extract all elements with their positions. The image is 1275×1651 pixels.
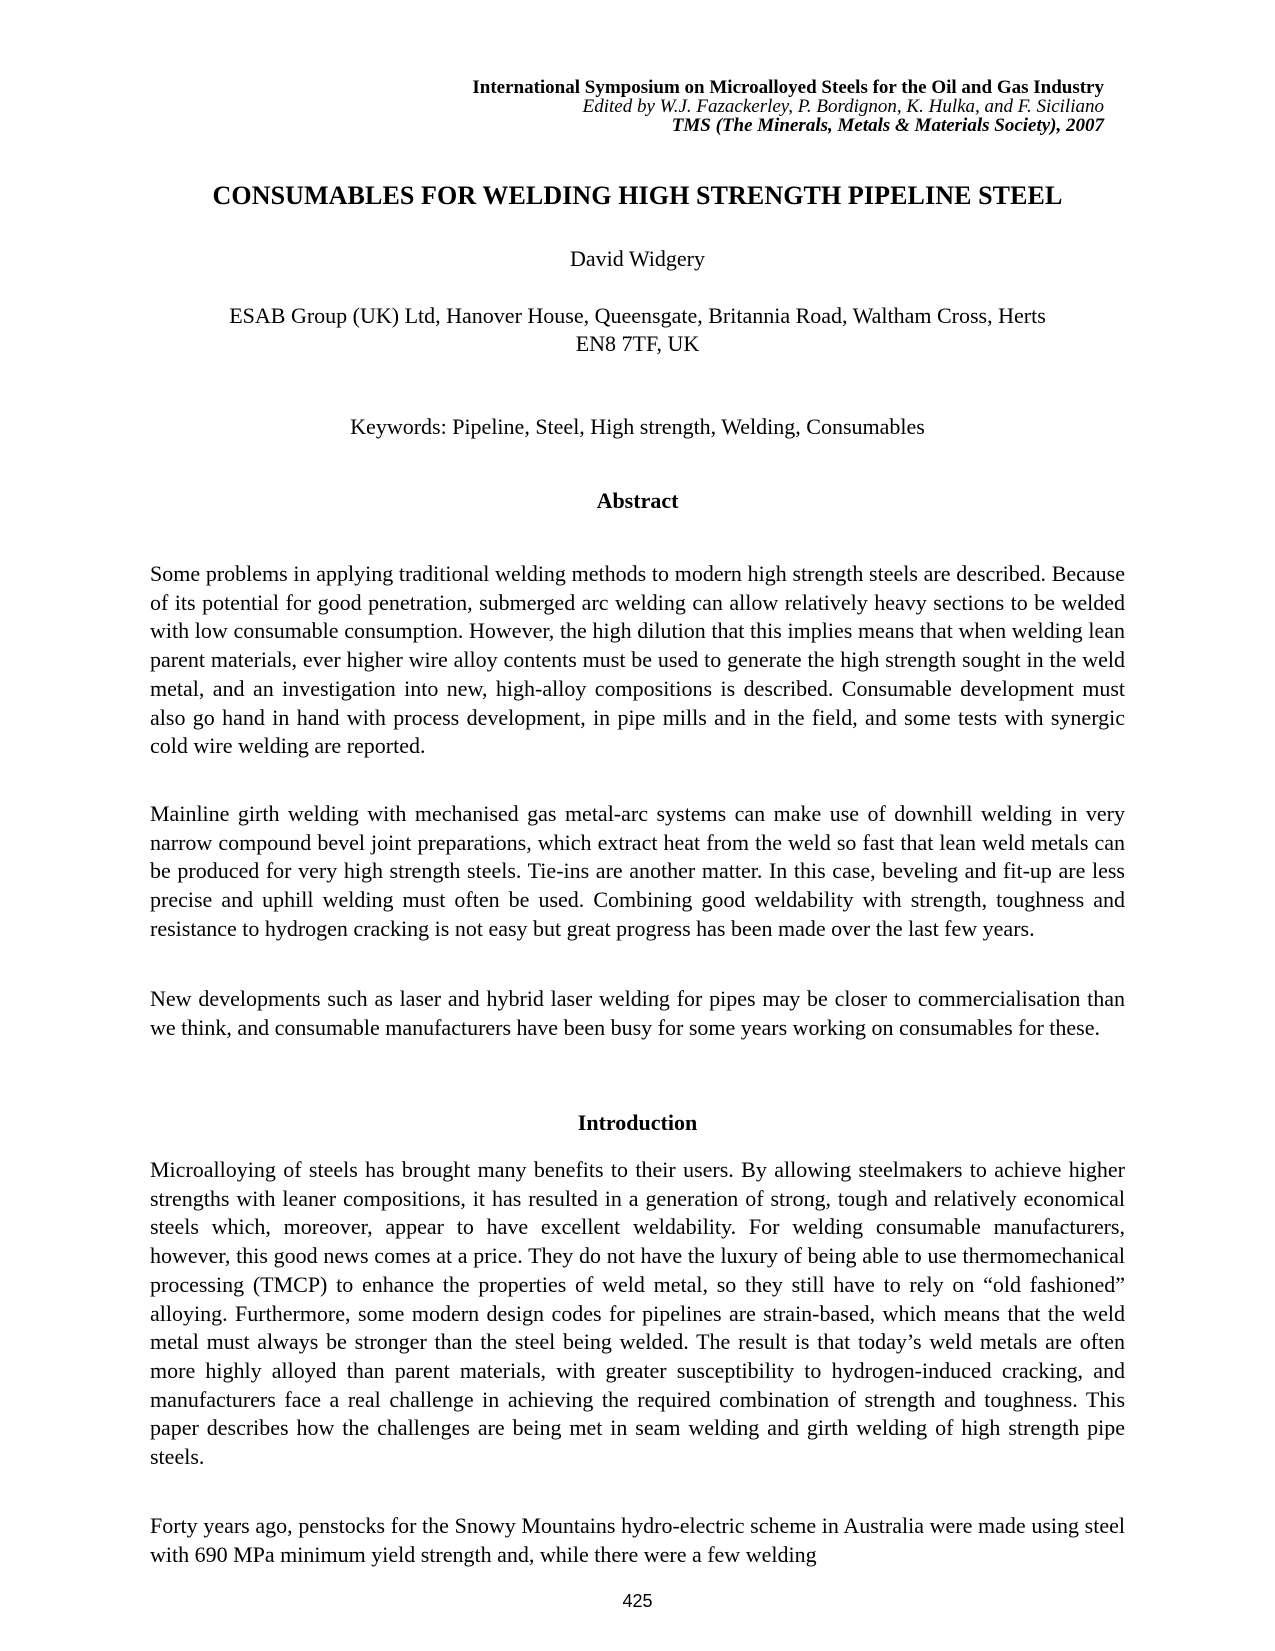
paper-title: CONSUMABLES FOR WELDING HIGH STRENGTH PIPELINE STEEL: [212, 181, 1063, 210]
keywords-line: Keywords: Pipeline, Steel, High strength, Welding, Consumables: [350, 414, 925, 439]
author-name: David Widgery: [570, 246, 705, 271]
affiliation-line-2: EN8 7TF, UK: [575, 331, 700, 356]
abstract-paragraph: New developments such as laser and hybrid laser welding for pipes may be closer to commercialisation than we think, and consumable manufacturers have been busy for some years working on consumables for these.: [150, 986, 1125, 1040]
page-number: 425: [622, 1591, 653, 1611]
affiliation-line-1: ESAB Group (UK) Ltd, Hanover House, Queensgate, Britannia Road, Waltham Cross, Herts: [229, 303, 1046, 328]
introduction-paragraph: Microalloying of steels has brought many benefits to their users. By allowing steelmakers to achieve higher strengths with leaner compositions, it has resulted in a generation of strong, tough and relatively economical steels which, moreover, appear to have excellent weldability. For welding consumable manufacturers, however, this good news comes at a price. They do not have the luxury of being able to use thermomechanical processing (TMCP) to enhance the properties of weld metal, so they still have to rely on “old fashioned” alloying. Furthermore, some modern design codes for pipelines are strain-based, which means that the weld metal must always be stronger than the steel being welded. The result is that today’s weld metals are often more highly alloyed than parent materials, with greater susceptibility to hydrogen-induced cracking, and manufacturers face a real challenge in achieving the required combination of strength and toughness. This paper describes how the challenges are being met in seam welding and girth welding of high strength pipe steels.: [150, 1157, 1125, 1470]
editors-line: Edited by W.J. Fazackerley, P. Bordignon, K. Hulka, and F. Siciliano: [582, 96, 1104, 117]
abstract-paragraph: Some problems in applying traditional welding methods to modern high strength steels are described. Because of its potential for good penetration, submerged arc welding can allow relatively heavy sections to be welded with low consumable consumption. However, the high dilution that this implies means that when welding lean parent materials, ever higher wire alloy contents must be used to generate the high strength sought in the weld metal, and an investigation into new, high-alloy compositions is described. Consumable development must also go hand in hand with process development, in pipe mills and in the field, and some tests with synergic cold wire welding are reported.: [150, 561, 1125, 759]
introduction-heading: Introduction: [577, 1110, 698, 1135]
running-header: [472, 78, 1104, 135]
introduction-paragraph: Forty years ago, penstocks for the Snowy Mountains hydro-electric scheme in Australia were made using steel with 690 MPa minimum yield strength and, while there were a few welding: [150, 1513, 1125, 1567]
author-affiliation: [0, 302, 1275, 358]
publisher-line: TMS (The Minerals, Metals & Materials Society), 2007: [671, 115, 1104, 136]
abstract-paragraph: Mainline girth welding with mechanised gas metal-arc systems can make use of downhill welding in very narrow compound bevel joint preparations, which extract heat from the weld so fast that lean weld metals can be produced for very high strength steels. Tie-ins are another matter. In this case, beveling and fit-up are less precise and uphill welding must often be used. Combining good weldability with strength, toughness and resistance to hydrogen cracking is not easy but great progress has been made over the last few years.: [150, 801, 1125, 941]
symposium-title: International Symposium on Microalloyed Steels for the Oil and Gas Industry: [472, 77, 1104, 98]
abstract-heading: Abstract: [596, 488, 679, 513]
